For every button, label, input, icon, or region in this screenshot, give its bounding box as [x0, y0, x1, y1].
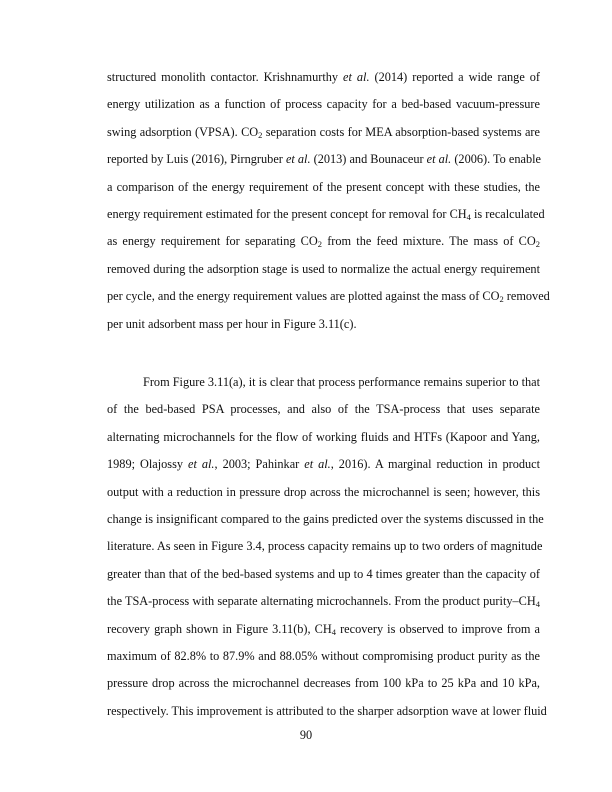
- text-line: structured monolith contactor. Krishnamurthy et al. (2014) reported a wide range of: [107, 70, 540, 84]
- text-line: pressure drop across the microchannel decreases from 100 kPa to 25 kPa and 10 kPa,: [107, 676, 540, 691]
- text-line: swing adsorption (VPSA). $CO_2$ separation costs for MEA absorption-based systems are: [107, 124, 540, 140]
- text-line: recovery graph shown in Figure 3.11(b), $CH_4$ recovery is observed to improve from a: [107, 621, 540, 637]
- text-line: output with a reduction in pressure drop across the microchannel is seen; however, this: [107, 484, 540, 499]
- text-line: change is insignificant compared to the gains predicted over the systems discussed in the: [107, 511, 544, 526]
- text-line: a comparison of the energy requirement of the present concept with these studies, the: [107, 179, 540, 194]
- text-line: the TSA-process with separate alternating microchannels. From the product purity–$CH_4$: [107, 594, 540, 610]
- paragraph-2: [107, 369, 547, 725]
- page-number: 90: [299, 728, 313, 742]
- text-line: per cycle, and the energy requirement values are plotted against the mass of $CO_2$ removed: [107, 289, 550, 305]
- text-line: alternating microchannels for the flow of working fluids and HTFs (Kapoor and Yang,: [107, 429, 540, 444]
- text-line: From Figure 3.11(a), it is clear that process performance remains superior to that: [143, 375, 541, 389]
- text-line: greater than that of the bed-based systems and up to 4 times greater than the capacity of: [107, 566, 540, 581]
- text-line: of the bed-based PSA processes, and also of the TSA-process that uses separate: [107, 402, 540, 417]
- paragraph-1: [107, 64, 550, 338]
- text-line: per unit adsorbent mass per hour in Figure 3.11(c).: [107, 316, 357, 331]
- text-line: maximum of 82.8% to 87.9% and 88.05% without compromising product purity as the: [107, 648, 540, 663]
- text-line: respectively. This improvement is attributed to the sharper adsorption wave at lower fluid: [107, 703, 547, 718]
- text-line: 1989; Olajossy et al., 2003; Pahinkar et al., 2016). A marginal reduction in product: [107, 457, 541, 472]
- text-line: literature. As seen in Figure 3.4, process capacity remains up to two orders of magnitude: [107, 539, 543, 554]
- text-line: as energy requirement for separating $CO_2$ from the feed mixture. The mass of $CO_2$: [107, 234, 540, 250]
- text-line: removed during the adsorption stage is used to normalize the actual energy requirement: [107, 261, 540, 276]
- text-line: reported by Luis (2016), Pirngruber et al. (2013) and Bounaceur et al. (2006). To enable: [107, 152, 541, 167]
- text-line: energy utilization as a function of process capacity for a bed-based vacuum-pressure: [107, 97, 540, 112]
- text-line: energy requirement estimated for the present concept for removal for $CH_4$ is recalculated: [107, 206, 545, 222]
